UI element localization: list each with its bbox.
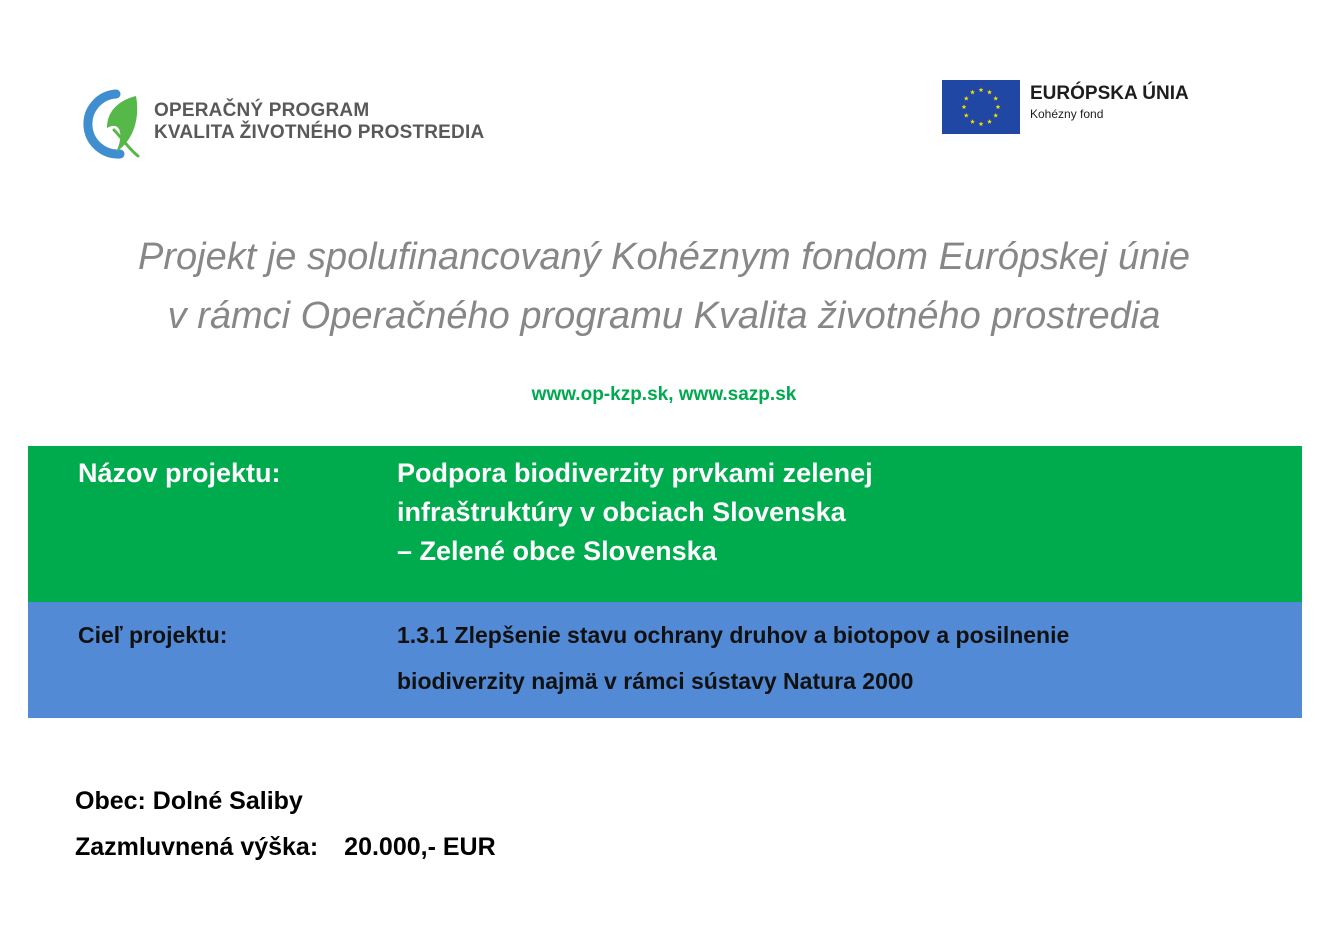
project-goal-band xyxy=(28,602,1302,718)
opkzp-logo xyxy=(74,86,504,162)
project-goal-value xyxy=(397,612,1069,704)
eu-title: EURÓPSKA ÚNIA xyxy=(1030,83,1189,104)
opkzp-leaf-logo-icon xyxy=(74,86,144,162)
project-name-line: Podpora biodiverzity prvkami zelenej xyxy=(397,458,873,488)
cofinancing-headline xyxy=(0,228,1328,346)
eu-subtitle: Kohézny fond xyxy=(1030,107,1104,121)
eu-logo xyxy=(942,80,1242,134)
project-name-value xyxy=(397,454,873,571)
program-name xyxy=(154,100,484,144)
project-name-line: infraštruktúry v obciach Slovenska xyxy=(397,497,846,527)
eu-flag-icon xyxy=(942,80,1020,134)
project-goal-label: Cieľ projektu: xyxy=(78,622,228,648)
contracted-amount xyxy=(75,824,496,870)
project-name-label: Názov projektu: xyxy=(78,458,281,488)
headline-line1: Projekt je spolufinancovaný Kohéznym fondom Európskej únie xyxy=(138,236,1190,278)
websites-link-text: www.op-kzp.sk, www.sazp.sk xyxy=(531,384,797,405)
headline-line2: v rámci Operačného programu Kvalita životného prostredia xyxy=(167,295,1161,337)
project-goal-line: 1.3.1 Zlepšenie stavu ochrany druhov a biotopov a posilnenie xyxy=(397,622,1070,648)
project-name-line: – Zelené obce Slovenska xyxy=(397,536,717,566)
municipality: Obec: Dolné Saliby xyxy=(75,787,303,815)
amount-label: Zazmluvnená výška: xyxy=(75,833,319,861)
project-goal-line: biodiverzity najmä v rámci sústavy Natura 2000 xyxy=(397,668,914,694)
project-name-band xyxy=(28,446,1302,602)
project-info xyxy=(75,778,496,870)
amount-value: 20.000,- EUR xyxy=(344,833,496,861)
program-name-line2: KVALITA ŽIVOTNÉHO PROSTREDIA xyxy=(154,122,485,143)
program-name-line1: OPERAČNÝ PROGRAM xyxy=(154,100,370,121)
